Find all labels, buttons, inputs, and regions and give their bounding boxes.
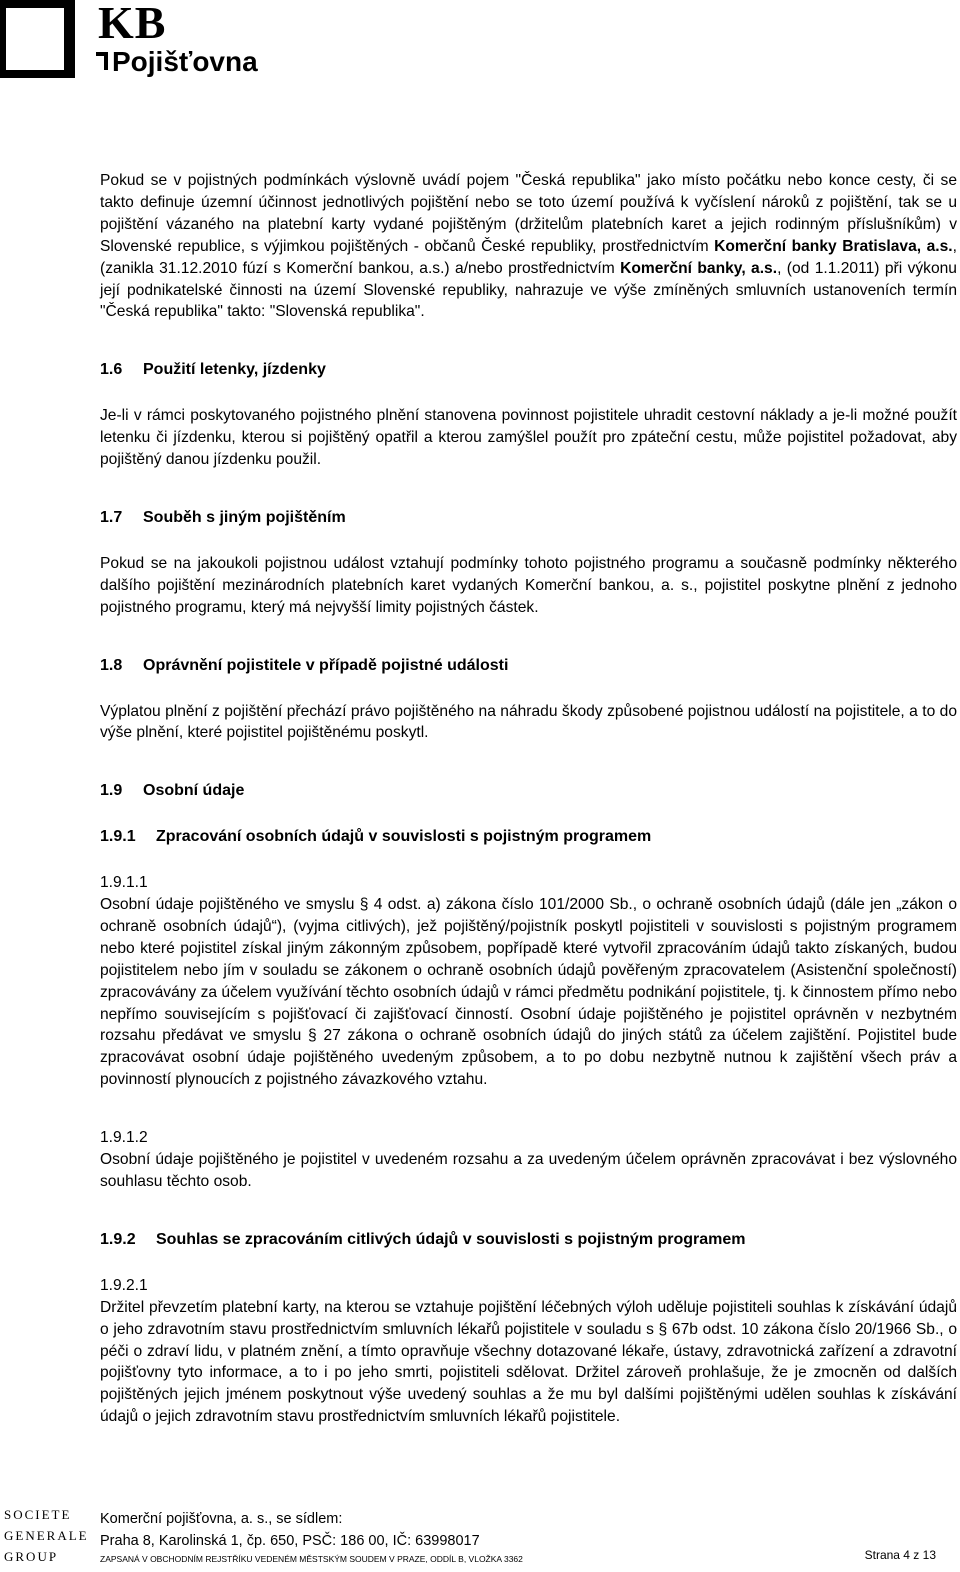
section-1-9-1-1-number: 1.9.1.1 (100, 874, 148, 892)
page-number: Strana 4 z 13 (864, 1548, 936, 1562)
section-heading-1-9-2: 1.9.2 Souhlas se zpracováním citlivých údajů v souvislosti s pojistným programem (100, 1230, 746, 1248)
section-heading-1-8: 1.8 Oprávnění pojistitele v případě pojistné události (100, 656, 509, 674)
section-1-8-text: Výplatou plnění z pojištění přechází právo pojištěného na náhradu škody způsobené pojistnou událostí na pojistitele, a to do výše plnění, které pojistitel pojištěnému poskytl. (100, 702, 957, 742)
footer-company-info (100, 1508, 480, 1552)
section-1-7-text: Pokud se na jakoukoli pojistnou událost vztahují podmínky tohoto pojistného programu a současně podmínky některého dalšího pojištění mezinárodních platebních karet vydaných Komerční bankou, a. s., pojistitel poskytne plnění z jednoho pojistného programu, který má nejvyšší limity pojistných částek. (100, 554, 957, 616)
intro-paragraph: Pokud se v pojistných podmínkách výslovně uvádí pojem "Česká republika" jako místo počátku nebo konce cesty, či se takto definuje územní účinnost jednotlivých pojištění nebo se toto území používá k vyčíslení nároků z pojištění, tak se u pojištění vázaného na platební karty vydané pojištěným (držitelům platebních karet a jejich rodinným příslušníkům) v Slovenské republice, s výjimkou pojištěných - občanů České republiky, prostřednictvím Komerční banky Bratislava, a.s., (zanikla 31.12.2010 fúzí s Komerční bankou, a.s.) a/nebo prostřednictvím Komerční banky, a.s., (od 1.1.2011) při výkonu její podnikatelské činnosti na území Slovenské republiky, nahrazuje ve výše zmíněných smluvních ustanoveních termín "Česká republika" takto: "Slovenská republika". (100, 172, 957, 321)
section-heading-1-6: 1.6 Použití letenky, jízdenky (100, 361, 326, 379)
section-heading-1-7: 1.7 Souběh s jiným pojištěním (100, 508, 346, 526)
section-heading-1-9-1: 1.9.1 Zpracování osobních údajů v souvislosti s pojistným programem (100, 828, 652, 846)
logo-corner-mark (96, 52, 108, 70)
logo-kb: KB (98, 0, 167, 48)
section-1-9-2-1-text: Držitel převzetím platební karty, na kterou se vztahuje pojištění léčebných výloh uděluje pojistiteli souhlas k získávání údajů o jeho zdravotním stavu prostřednictvím smluvních lékařů pojistitele v souladu s § 67b odst. 10 zákona číslo 20/1966 Sb., o péči o zdraví lidu, v platném znění, a tímto opravňuje všechny dotazované lékaře, ústavy, zdravotnická zařízení a zdravotní pojišťovny tyto informace, a to i po jeho smrti, pojistiteli sdělovat. Držitel zároveň prohlašuje, že je zmocněn od dalších pojištěných jejich jménem poskytnout výše uvedený souhlas a že mu byl dalšími pojištěnými udělen souhlas k získávání údajů o jejich zdravotním stavu prostřednictvím smluvních lékařů pojistitele. (100, 1298, 957, 1426)
section-1-6-text: Je-li v rámci poskytovaného pojistného plnění stanovena povinnost pojistitele uhradit cestovní náklady a je-li možné použít letenku či jízdenku, kterou si pojištěný opatřil a kterou zamýšlel použít pro zpáteční cestu, může pojistitel požadovat, aby pojištěný danou jízdenku použil. (100, 407, 957, 469)
societe-generale-logo: SOCIETE GENERALE GROUP (4, 1507, 89, 1564)
section-1-9-1-1-text: Osobní údaje pojištěného ve smyslu § 4 odst. a) zákona číslo 101/2000 Sb., o ochraně osobních údajů (dále jen „zákon o ochraně osobních údajů“), (vyjma citlivých), jež pojištěný/pojistník poskytl pojistiteli v souvislosti s pojistným programem nebo které pojistitel získal jiným zákonným způsobem, popřípadě které vytvořil zpracováním údajů takto získaných, budou pojistitelem nebo jím v souladu se zákonem o ochraně osobních údajů pověřeným zpracovatelem (Asistenční společností) zpracovávány za účelem využívání těchto osobních údajů v rámci předmětu podnikání pojistitele, tj. k činnostem přímo nebo nepřímo souvisejícím s pojišťovací či zajišťovací činností. Osobní údaje pojištěného je pojistitel oprávněn v nezbytném rozsahu předávat ve smyslu § 27 zákona o ochraně osobních údajů do jiných států za účelem zajištění. Pojistitel bude zpracovávat osobní údaje pojištěného uvedeným způsobem, a to po dobu nezbytně nutnou k zajištění všech práv a povinností plynoucích z pojistného závazkového vztahu. (100, 896, 957, 1089)
logo-white-mark (6, 8, 64, 70)
section-1-9-2-1-number: 1.9.2.1 (100, 1276, 148, 1294)
document-body (100, 170, 957, 1428)
logo-subtitle: Pojišťovna (112, 46, 258, 77)
footer-registry: ZAPSANÁ V OBCHODNÍM REJSTŘÍKU VEDENÉM MĚSTSKÝM SOUDEM V PRAZE, ODDÍL B, VLOŽKA 3362 (100, 1554, 523, 1564)
footer-company-name: Komerční pojišťovna, a. s., se sídlem: (100, 1511, 343, 1527)
footer-address: Praha 8, Karolinská 1, čp. 650, PSČ: 186 00, IČ: 63998017 (100, 1533, 480, 1549)
section-1-9-1-2-text: Osobní údaje pojištěného je pojistitel v uvedeném rozsahu a za uvedeným účelem oprávněn zpracovávat i bez výslovného souhlasu těchto osob. (100, 1151, 957, 1190)
logo-black-square (0, 0, 75, 78)
section-heading-1-9: 1.9 Osobní údaje (100, 782, 245, 800)
section-1-9-1-2-number: 1.9.1.2 (100, 1129, 148, 1147)
